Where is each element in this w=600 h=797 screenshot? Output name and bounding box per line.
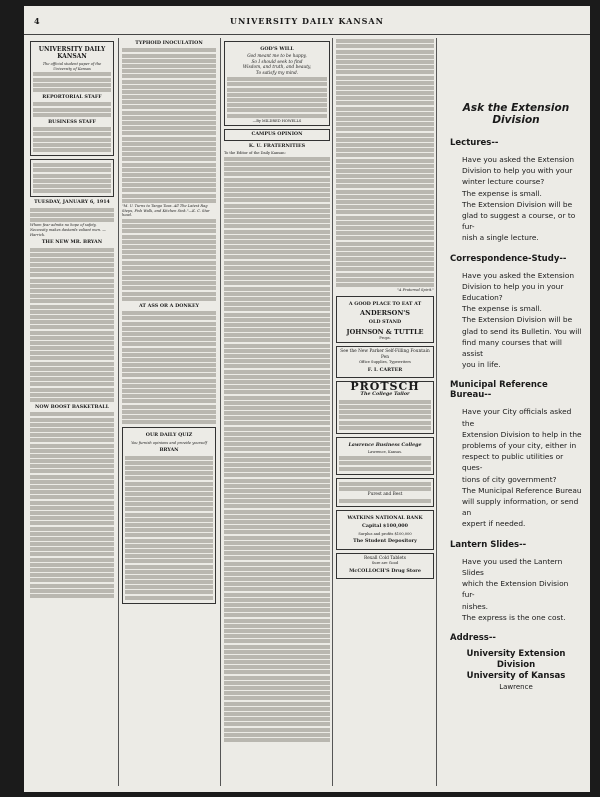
quiz-title: OUR DAILY QUIZ bbox=[145, 432, 193, 439]
body-line: Have you asked the Extension bbox=[462, 270, 575, 280]
ad-line: ANDERSON'S bbox=[360, 309, 410, 318]
nameplate: UNIVERSITY DAILY KANSAN bbox=[38, 46, 106, 60]
ad-carter bbox=[336, 346, 434, 378]
body-line: Have you used the Lantern Slides bbox=[462, 556, 563, 577]
notice-box bbox=[30, 159, 114, 197]
section-lectures bbox=[450, 138, 582, 244]
article-body bbox=[30, 248, 114, 402]
staff-text bbox=[33, 127, 111, 152]
letter-body bbox=[336, 39, 434, 287]
column-editorial bbox=[30, 38, 114, 786]
section-municipal bbox=[450, 380, 582, 529]
ad-tagline: The College Tailor bbox=[360, 391, 410, 398]
section-title: Municipal Reference Bureau-- bbox=[450, 380, 548, 401]
ad-tagline: The Student Depository bbox=[353, 538, 417, 545]
body-line: glad to suggest a course, or to fur- bbox=[462, 211, 576, 232]
ad-props: Props. bbox=[379, 335, 391, 340]
ad-business-college bbox=[336, 437, 434, 475]
ad-line: See the New Parker Self-Filling Fountain Pen bbox=[340, 349, 430, 360]
reportorial-staff-heading: REPORTORIAL STAFF bbox=[42, 93, 102, 100]
body-line: problems of your city, either in bbox=[462, 441, 577, 451]
page-number: 4 bbox=[34, 16, 40, 26]
quiz-topic: BRYAN bbox=[159, 447, 179, 454]
ad-name: PROTSCH bbox=[350, 380, 420, 393]
address-city: Lawrence bbox=[499, 682, 533, 691]
date-line: TUESDAY, JANUARY 6, 1914 bbox=[34, 199, 110, 206]
article-heading: THE NEW MR. BRYAN bbox=[41, 239, 103, 246]
body-line: The Extension Division will be bbox=[462, 315, 573, 325]
body-line: winter lecture course? bbox=[462, 177, 545, 187]
ad-name: McCOLLOCH'S Drug Store bbox=[349, 567, 421, 574]
quiz-questions bbox=[125, 456, 213, 600]
article-body bbox=[122, 311, 216, 424]
article-body bbox=[122, 219, 216, 301]
ad-name: F. I. CARTER bbox=[367, 366, 403, 373]
article-heading: K. U. FRATERNITIES bbox=[248, 142, 306, 149]
ad-line: Sure are Good bbox=[371, 561, 399, 566]
column-rule bbox=[332, 38, 333, 786]
ad-watkins-bank bbox=[336, 510, 434, 550]
extension-division-ad bbox=[440, 38, 590, 786]
quiz-subtitle: You furnish opinions and provide yourself bbox=[131, 440, 207, 445]
ad-line: Rexall Cold Tablets bbox=[364, 555, 406, 561]
body-line: respect to public utilities or ques- bbox=[462, 452, 564, 473]
address-block bbox=[450, 633, 582, 693]
ad-text bbox=[339, 400, 431, 430]
body-line: Have your City officials asked the bbox=[462, 407, 572, 428]
ad-name: WATKINS NATIONAL BANK bbox=[347, 515, 423, 522]
body-line: Extension Division to help in the bbox=[462, 429, 582, 439]
body-line: The express is the one cost. bbox=[462, 612, 566, 622]
ad-headline: Ask the Extension Division bbox=[462, 102, 570, 126]
section-title: Lectures-- bbox=[450, 138, 499, 148]
column-rule bbox=[436, 38, 437, 786]
section-title: Correspondence-Study-- bbox=[450, 253, 567, 264]
ad-line: OLD STAND bbox=[368, 319, 402, 326]
editor-list bbox=[30, 208, 114, 222]
body-line: you in life. bbox=[462, 360, 501, 370]
body-line: The Municipal Reference Bureau bbox=[462, 485, 582, 495]
staff-text bbox=[33, 72, 111, 92]
body-line: Division to help you with your bbox=[462, 166, 573, 176]
column-four bbox=[336, 38, 434, 786]
body-line: which the Extension Division fur- bbox=[462, 579, 569, 600]
body-line: The Extension Division will be bbox=[462, 199, 573, 209]
ad-line: JOHNSON & TUTTLE bbox=[346, 327, 424, 336]
ad-text bbox=[339, 482, 431, 491]
campus-opinion-title: CAMPUS OPINION bbox=[224, 129, 330, 140]
ad-protsch bbox=[336, 381, 434, 434]
business-staff-heading: BUSINESS STAFF bbox=[48, 118, 96, 125]
article-heading: AT ASS OR A DONKEY bbox=[138, 302, 200, 309]
column-two bbox=[122, 38, 216, 786]
section-body bbox=[450, 154, 582, 244]
poem-line: Wisdom, and truth, and beauty, bbox=[242, 65, 312, 71]
body-line: nish a single lecture. bbox=[462, 233, 539, 243]
body-line: The expense is small. bbox=[462, 188, 542, 198]
section-body bbox=[450, 270, 582, 371]
body-line: glad to send its Bulletin. You will bbox=[462, 326, 582, 336]
column-three bbox=[224, 38, 330, 786]
poem-author: —By MILDRED HOWELLS bbox=[252, 118, 302, 123]
address-line: University of Kansas bbox=[466, 670, 566, 681]
article-heading: NOW BOOST BASKETBALL bbox=[35, 403, 109, 410]
staff-text bbox=[33, 102, 111, 116]
masthead bbox=[24, 6, 590, 35]
ad-name: Lawrence Business College bbox=[348, 441, 422, 448]
letter-signoff: "A Fraternal Spirit." bbox=[397, 288, 434, 293]
body-line: The expense is small. bbox=[462, 304, 542, 314]
section-body bbox=[450, 406, 582, 529]
section-correspondence bbox=[450, 254, 582, 371]
poem-line: God meant me to be happy, bbox=[247, 54, 307, 60]
body-line: expert if needed. bbox=[462, 519, 526, 529]
section-lantern-slides bbox=[450, 540, 582, 623]
ad-city: Lawrence, Kansas. bbox=[367, 450, 403, 455]
poem-title: GOD'S WILL bbox=[260, 46, 294, 52]
address-label: Address-- bbox=[450, 632, 496, 643]
ad-text bbox=[339, 456, 431, 470]
nameplate-subtitle: The official student paper of the University of Kansas bbox=[42, 62, 102, 71]
ad-drug-store bbox=[336, 553, 434, 579]
nameplate-box bbox=[30, 41, 114, 156]
ad-capital: Capital $100,000 bbox=[362, 523, 408, 530]
newspaper-page bbox=[24, 6, 590, 792]
quiz-box bbox=[122, 427, 216, 604]
body-line: Have you asked the Extension bbox=[462, 155, 575, 164]
section-body bbox=[450, 556, 582, 623]
body-line: nishes. bbox=[462, 601, 489, 611]
article-body bbox=[30, 412, 114, 598]
poem-line: To satisfy my mind. bbox=[255, 70, 299, 76]
headline-quote: "M. U. Turns to Tango Teas. All The Latest Rag Steps, Fish Walk, and Kitchen Sink."—K. C. Star head. bbox=[122, 204, 210, 218]
poem-more bbox=[227, 77, 327, 117]
section-title: Lantern Slides-- bbox=[450, 539, 527, 550]
paper-name: UNIVERSITY DAILY KANSAN bbox=[230, 16, 384, 26]
column-rule bbox=[220, 38, 221, 786]
body-line: will supply information, or send an bbox=[462, 497, 579, 518]
ad-line: A GOOD PLACE TO EAT AT bbox=[348, 300, 422, 307]
address-line: University Extension Division bbox=[466, 648, 566, 670]
article-heading: TYPHOID INOCULATION bbox=[135, 40, 203, 46]
body-line: Division to help you in your Education? bbox=[462, 281, 564, 303]
ad-surplus: Surplus and profits $100,000 bbox=[358, 531, 412, 536]
ad-text bbox=[339, 499, 431, 503]
editorial-quote: Whom fear admits no hope of safety, Necessity makes dastards valiant men. —Harrick. bbox=[30, 223, 106, 237]
article-body bbox=[122, 48, 216, 202]
ad-bakery bbox=[336, 478, 434, 507]
poem-line: So I should seek to find bbox=[251, 59, 303, 65]
ad-line: Purest and Best bbox=[367, 492, 403, 498]
body-line: find many courses that will assist bbox=[462, 337, 562, 359]
poem-box bbox=[224, 41, 330, 126]
ad-andersons bbox=[336, 296, 434, 343]
body-line: tions of city government? bbox=[462, 474, 557, 484]
letter-salutation: To the Editor of the Daily Kansan: bbox=[224, 151, 286, 156]
letter-body bbox=[224, 157, 330, 742]
column-rule bbox=[118, 38, 119, 786]
ad-sub: Office Supplies, Typewriters bbox=[359, 360, 411, 364]
